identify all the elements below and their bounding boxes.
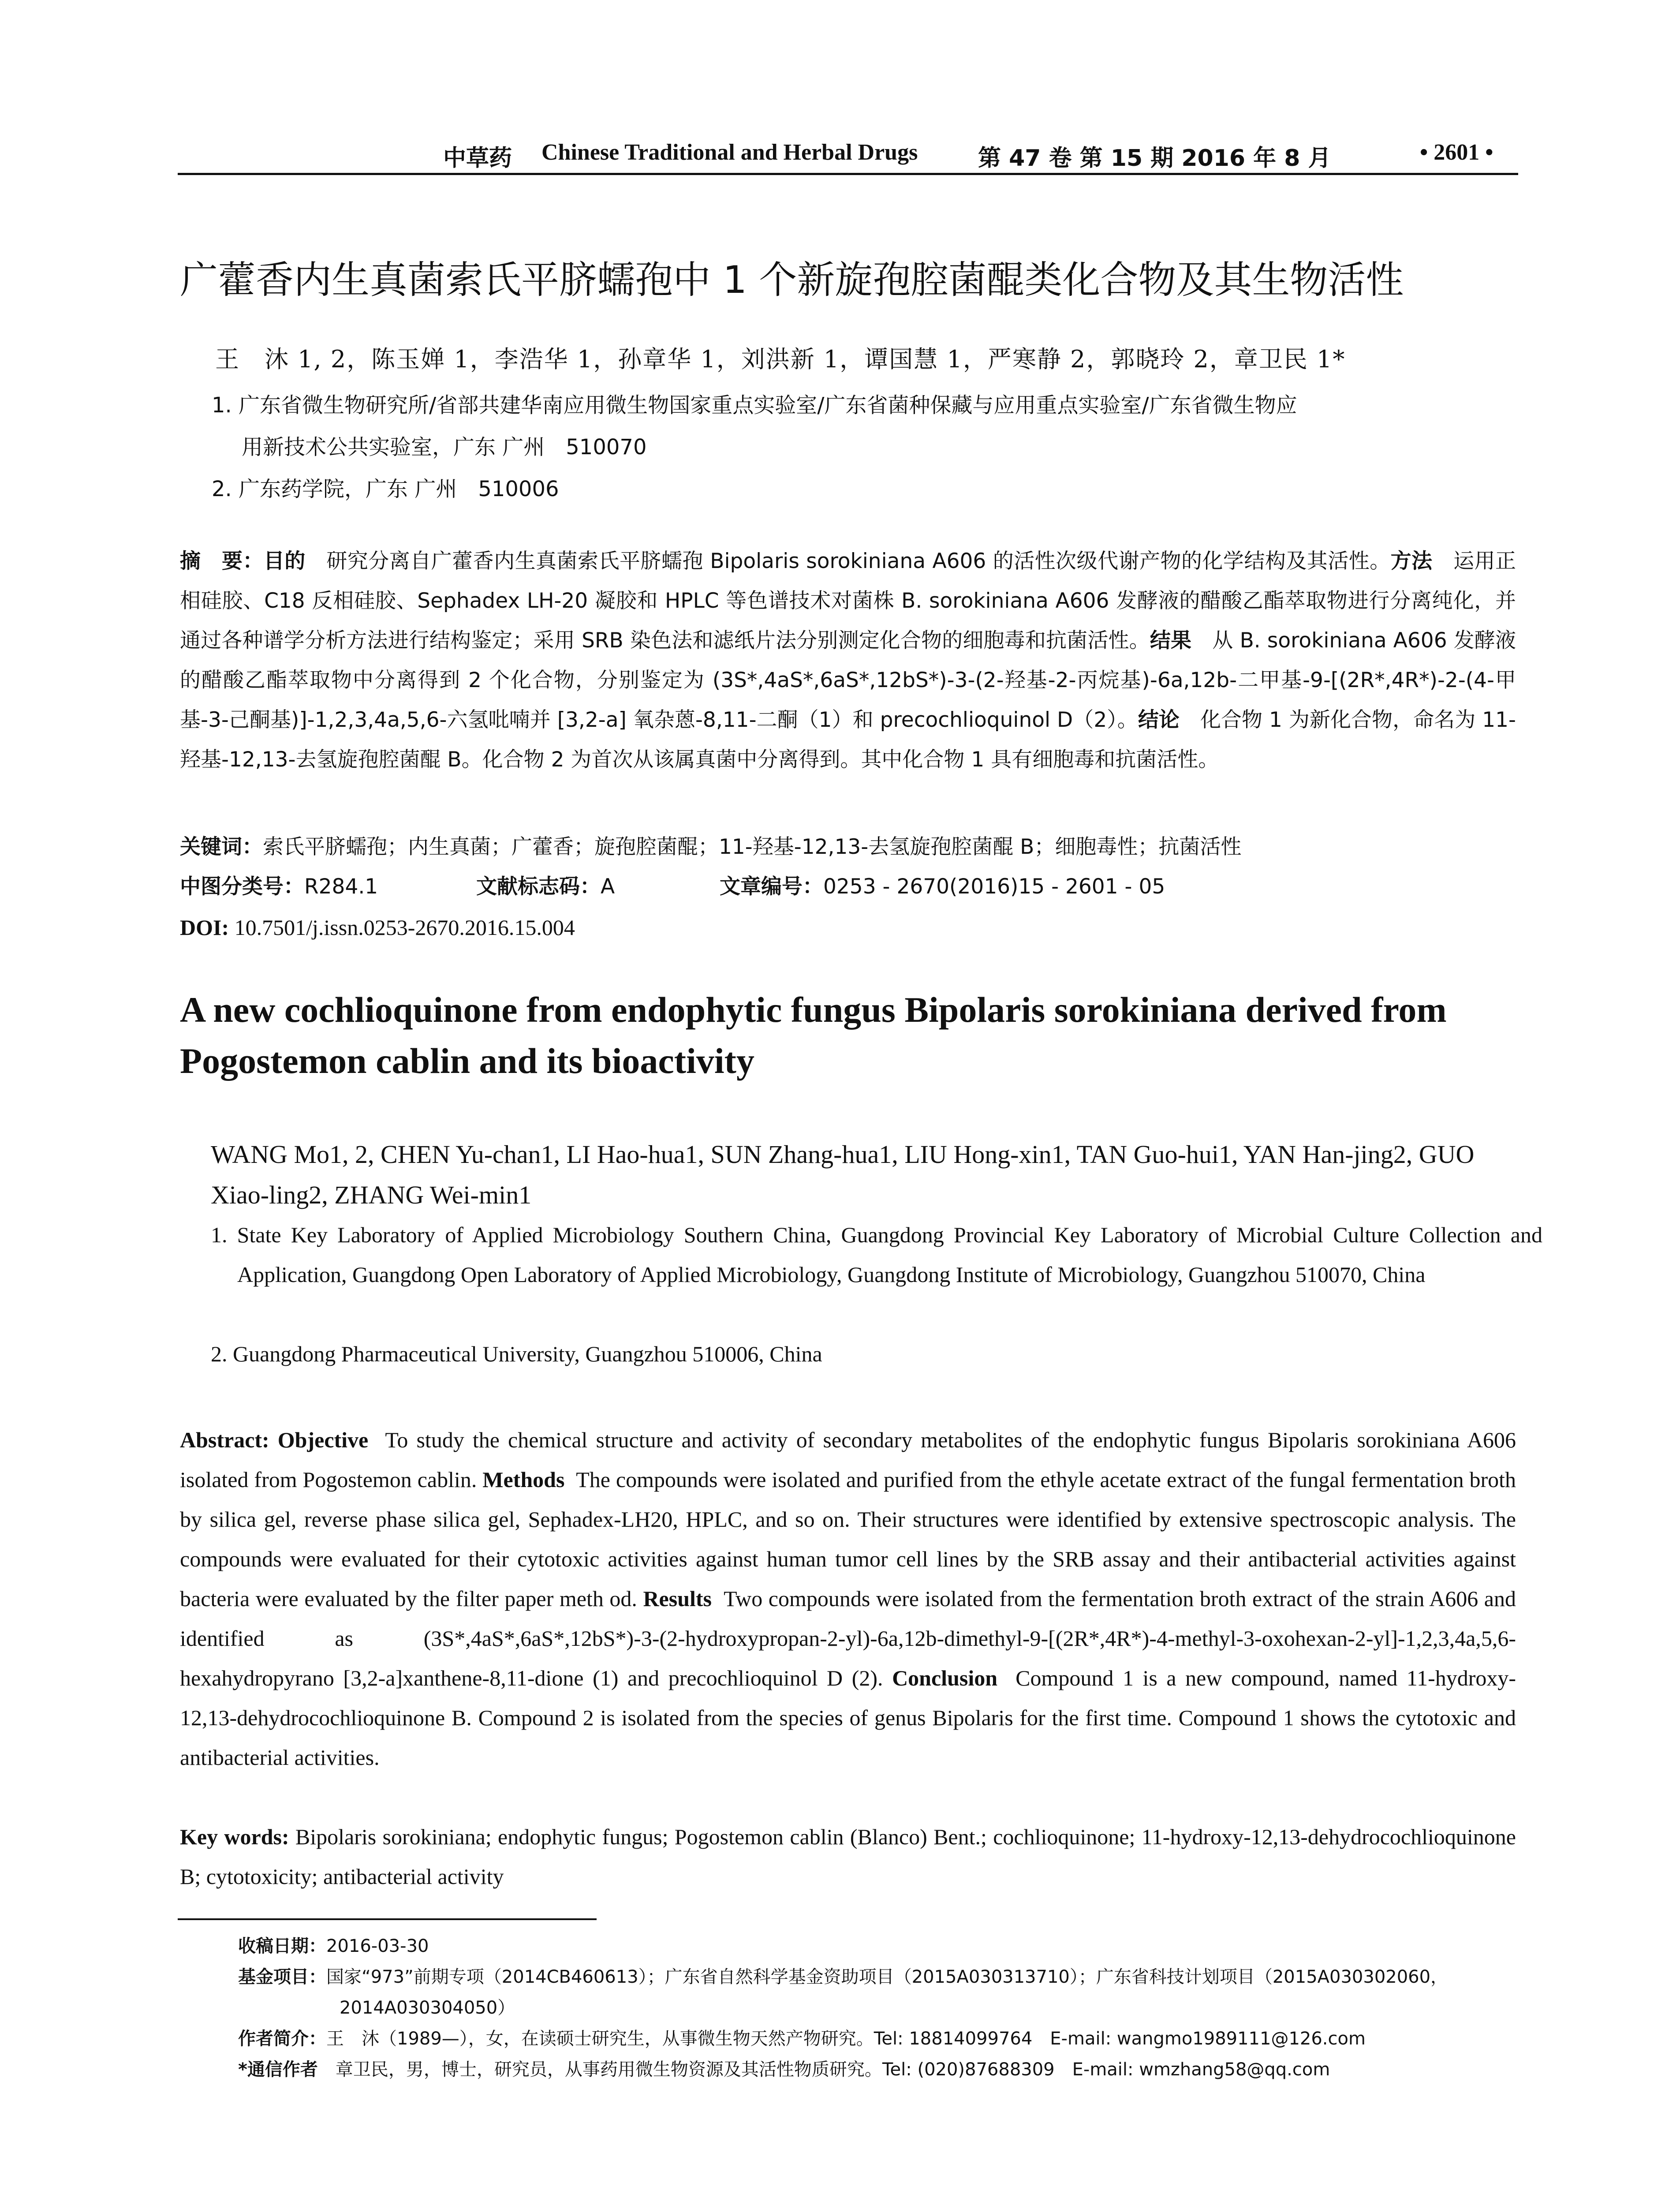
- keywords-cn: [180, 827, 1516, 867]
- title-en-line-2: Pogostemon cablin and its bioactivity: [180, 1041, 754, 1081]
- footnote-rule: [178, 1918, 597, 1920]
- footnote-received: [238, 1931, 429, 1962]
- affiliation-cn-1-cont: 用新技术公共实验室，广东 广州 510070: [242, 435, 647, 460]
- footnote-fund-cont: [340, 1992, 515, 2023]
- results-en-label: Results: [643, 1586, 712, 1611]
- affiliation-cn-1: 1. 广东省微生物研究所/省部共建华南应用微生物国家重点实验室/广东省菌种保藏与应用重点实验室/广东省微生物应: [212, 393, 1297, 418]
- methods-en: The compounds were isolated and purified from the ethyle acetate extract of the fungal fermentation broth by silica gel, reverse phase silica gel, Sephadex-LH20, HPLC, and so on. Their structures were identified by extensive spectroscopic analysis. The compounds were evaluated for their cytotoxic activities against human tumor cell lines by the SRB assay and their antibacterial activities against bacteria were evaluated by the filter paper meth od.: [180, 1467, 1516, 1611]
- corresponding-text: 章卫民，男，博士，研究员，从事药用微生物资源及其活性物质研究。Tel: (020)87688309 E-mail: wmzhang58@qq.com: [335, 2059, 1330, 2080]
- page-title-en: [180, 984, 1529, 1087]
- journal-issue: 第 47 卷 第 15 期 2016 年 8 月: [978, 145, 1331, 172]
- footnote-corresponding: [238, 2054, 1330, 2085]
- journal-name-en: Chinese Traditional and Herbal Drugs: [541, 140, 918, 165]
- results-cn-label: 结果: [1150, 628, 1192, 653]
- fund-label: 基金项目：: [238, 1967, 326, 1987]
- doc-code-value: A: [601, 875, 615, 899]
- doi-label: DOI:: [180, 915, 229, 940]
- methods-en-label: Methods: [482, 1467, 565, 1492]
- fund-text-cont: 2014A030304050）: [340, 1998, 515, 2018]
- authors-en: WANG Mo1, 2, CHEN Yu-chan1, LI Hao-hua1, SUN Zhang-hua1, LIU Hong-xin1, TAN Guo-hui1, YAN Han-jing2, GUO Xiao-ling2, ZHANG Wei-min1: [211, 1140, 1475, 1209]
- doc-code-label: 文献标志码：: [476, 875, 601, 899]
- objective-cn-label: 目的: [263, 549, 306, 573]
- keywords-cn-text: 索氏平脐蠕孢；内生真菌；广藿香；旋孢腔菌醌；11-羟基-12,13-去氢旋孢腔菌醌 B；细胞毒性；抗菌活性: [263, 835, 1242, 859]
- abstract-cn-label: 摘 要：: [180, 549, 264, 573]
- objective-cn: 研究分离自广藿香内生真菌索氏平脐蠕孢 Bipolaris sorokiniana A606 的活性次级代谢产物的化学结构及其活性。: [326, 549, 1391, 573]
- abstract-en: [180, 1420, 1516, 1777]
- received-label: 收稿日期：: [238, 1936, 326, 1956]
- clc-label: 中图分类号：: [180, 875, 304, 899]
- keywords-en: [180, 1817, 1516, 1896]
- page-title-cn: 广藿香内生真菌索氏平脐蠕孢中 1 个新旋孢腔菌醌类化合物及其生物活性: [180, 258, 1404, 302]
- keywords-en-label: Key words:: [180, 1824, 289, 1849]
- authors-cn: 王 沐 1, 2，陈玉婵 1，李浩华 1，孙章华 1，刘洪新 1，谭国慧 1，严寒静 2，郭晓玲 2，章卫民 1*: [215, 345, 1346, 373]
- conclusion-en: Compound 1 is a new compound, named 11-hydroxy-12,13-dehydrocochlioquinone B. Compound 2 is isolated from the species of genus Bipolaris for the first time. Compound 1 shows the cytotoxic and antibacterial activities.: [180, 1666, 1516, 1770]
- footnote-author: [238, 2023, 1366, 2054]
- objective-en-label: Objective: [277, 1428, 369, 1452]
- keywords-cn-label: 关键词：: [180, 835, 263, 859]
- affiliation-en-2: 2. Guangdong Pharmaceutical University, Guangzhou 510006, China: [211, 1342, 822, 1366]
- abstract-en-label: Abstract:: [180, 1428, 269, 1452]
- fund-text: 国家“973”前期专项（2014CB460613）；广东省自然科学基金资助项目（2015A030313710）；广东省科技计划项目（2015A030302060，: [326, 1967, 1449, 1987]
- abstract-cn: [180, 542, 1516, 780]
- header-rule: [178, 173, 1518, 175]
- doi-value[interactable]: 10.7501/j.issn.0253-2670.2016.15.004: [234, 915, 575, 940]
- conclusion-en-label: Conclusion: [892, 1666, 998, 1690]
- results-en: Two compounds were isolated from the fermentation broth extract of the strain A606 and identified as (3S*,4aS*,6aS*,12bS*)-3-(2-hydroxypropan-2-yl)-6a,12b-dimethyl-9-[(2R*,4R*)-4-methyl-3-oxohexan-2-yl]-1,2,3,4a,5,6-hexahydropyrano [3,2-a]xanthene-8,11-dione (1) and precochlioquinol D (2).: [180, 1586, 1516, 1690]
- article-id-label: 文章编号：: [720, 875, 823, 899]
- footnote-fund: [238, 1962, 1448, 1992]
- keywords-en-text: Bipolaris sorokiniana; endophytic fungus; Pogostemon cablin (Blanco) Bent.; cochlioquinone; 11-hydroxy-12,13-dehydrocochlioquinone B; cytotoxicity; antibacterial activity: [180, 1824, 1516, 1889]
- results-cn: 从 B. sorokiniana A606 发酵液的醋酸乙酯萃取物中分离得到 2 个化合物，分别鉴定为 (3S*,4aS*,6aS*,12bS*)-3-(2-羟基-2-丙烷基)-6a,12b-二甲基-9-[(2R*,4R*)-2-(4-甲基-3-己酮基)]-1,2,3,4a,5,6-六氢吡喃并 [3,2-a] 氧杂蒽-8,11-二酮（1）和 precochlioquinol D（2）。: [180, 628, 1516, 732]
- affiliation-en-1: 1. State Key Laboratory of Applied Microbiology Southern China, Guangdong Provincial Key Laboratory of Microbial Culture Collection and Application, Guangdong Open Laboratory of Applied Microbiology, Guangdong Institute of Microbiology, Guangzhou 510070, China: [211, 1222, 1542, 1287]
- conclusion-cn-label: 结论: [1138, 708, 1180, 732]
- author-bio-label: 作者简介：: [238, 2029, 326, 2049]
- conclusion-cn: 化合物 1 为新化合物，命名为 11-羟基-12,13-去氢旋孢腔菌醌 B。化合物 2 为首次从该属真菌中分离得到。其中化合物 1 具有细胞毒和抗菌活性。: [180, 708, 1516, 772]
- corresponding-label: *通信作者: [238, 2059, 318, 2080]
- article-id-value: 0253 - 2670(2016)15 - 2601 - 05: [823, 875, 1165, 899]
- page-number: • 2601 •: [1420, 140, 1493, 165]
- doi: [180, 908, 1516, 947]
- affiliation-cn-2: 2. 广东药学院，广东 广州 510006: [212, 477, 559, 501]
- received-date: 2016-03-30: [326, 1936, 429, 1956]
- author-bio-text: 王 沐（1989—），女，在读硕士研究生，从事微生物天然产物研究。Tel: 18814099764 E-mail: wangmo1989111@126.com: [326, 2029, 1366, 2049]
- methods-cn: 运用正相硅胶、C18 反相硅胶、Sephadex LH-20 凝胶和 HPLC 等色谱技术对菌株 B. sorokiniana A606 发酵液的醋酸乙酯萃取物进行分离纯化，并通过各种谱学分析方法进行结构鉴定；采用 SRB 染色法和滤纸片法分别测定化合物的细胞毒和抗菌活性。: [180, 549, 1516, 653]
- article-id-line: [720, 867, 1337, 907]
- journal-name-cn: 中草药: [443, 145, 512, 172]
- title-en-line-1: A new cochlioquinone from endophytic fungus Bipolaris sorokiniana derived from: [180, 990, 1447, 1030]
- objective-en: To study the chemical structure and activity of secondary metabolites of the endophytic fungus Bipolaris sorokiniana A606 isolated from Pogostemon cablin.: [180, 1428, 1516, 1492]
- clc-value: R284.1: [304, 875, 378, 899]
- methods-cn-label: 方法: [1390, 549, 1433, 573]
